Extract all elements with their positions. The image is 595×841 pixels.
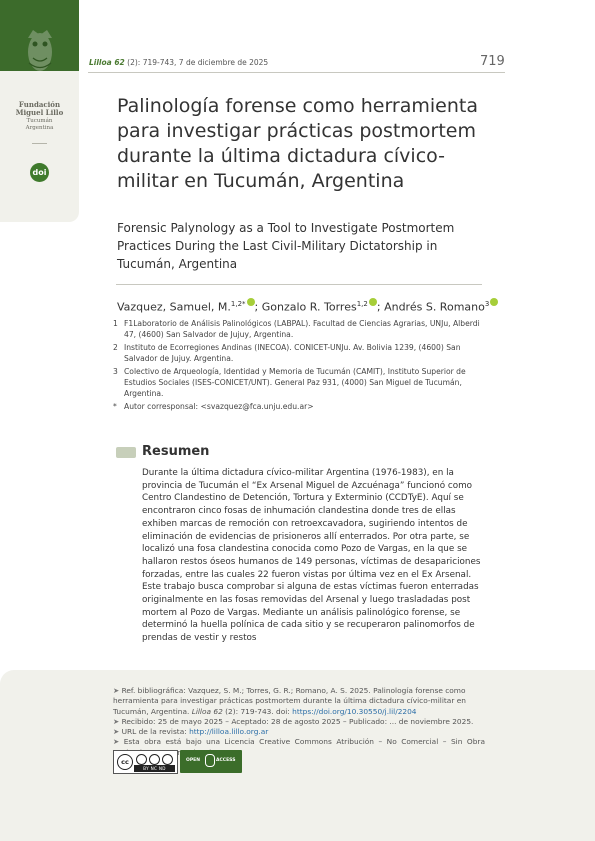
orcid-icon[interactable] [490, 298, 498, 306]
affiliation-text: Colectivo de Arqueología, Identidad y Memoria de Tucumán (CAMIT), Instituto Superior de Estudios Sociales (ISES-CONICET/UNT). General Paz 931, (4000) San Miguel de Tucumán, Argentina. [124, 366, 466, 399]
sidebar-header-band [0, 0, 79, 71]
author-separator: ; [376, 300, 381, 314]
journal-issue: (2): 719-743, 7 de diciembre de 2025 [127, 58, 269, 67]
author-name: Andrés S. Romano [384, 300, 485, 314]
affiliation-item [113, 342, 485, 365]
affiliations [113, 318, 485, 413]
affiliation-mark: 1 [113, 319, 118, 328]
open-lock-icon [205, 754, 215, 767]
orcid-icon[interactable] [247, 298, 255, 306]
oa-access-label: ACCESS [216, 758, 236, 763]
url-label: URL de la revista: [121, 727, 187, 737]
sidebar [0, 0, 79, 222]
affiliation-mark: 2 [113, 342, 118, 352]
abstract-text: Durante la última dictadura cívico-militar Argentina (1976-1983), en la provincia de Tucumán el “Ex Arsenal Miguel de Azcuénaga” funcionó como Centro Clandestino de Detención, Tortura y Exterminio (CCDTyE). Aquí se encontraron cinco fosas de inhumación clandestina donde tres de ellas exhiben marcas de remoción con retroexcavadora, sugiriendo intentos de eliminación de evidencias de prisioneros allí enterrados. Por otra parte, se localizó una fosa clandestina conocida como Pozo de Vargas, en la que se hallaron restos óseos humanos de 149 personas, víctimas de desapariciones forzadas, entre las cuales 22 fueron vistas por última vez en el Ex Arsenal. Este trabajo busca comprobar si alguna de estas víctimas fueron enterradas originalmente en las fosas removidas del Arsenal y luego trasladadas post mortem al Pozo de Vargas. Mediante un análisis palinológico forense, se determinó la huella polínica de cada sitio y se recuperaron palinomorfos de prendas de vestir y restos [142, 468, 481, 644]
author-sup: 1,2* [230, 300, 246, 308]
affiliation-mark: 3 [113, 366, 118, 376]
ref-journal: Lilloa 62 [191, 706, 223, 716]
author-sup: 3 [484, 300, 490, 308]
author-name: Vazquez, Samuel, M. [117, 300, 231, 314]
article-title: Palinología forense como herramienta para investigar prácticas postmortem durante la última dictadura cívico-militar en Tucumán, Argentina [117, 95, 478, 192]
reference-line [113, 686, 485, 717]
dates-line [113, 717, 485, 727]
sidebar-divider [32, 143, 47, 144]
affiliation-item [113, 401, 485, 412]
org-name-line1: Fundación [18, 100, 61, 109]
org-name-line2: Miguel Lillo [15, 108, 64, 117]
page-number: 719 [480, 54, 505, 69]
abstract-heading: Resumen [142, 444, 210, 459]
affiliation-item [113, 318, 485, 341]
author-separator: ; [254, 300, 259, 314]
cc-icon: cc [117, 754, 133, 770]
author-sup: 1,2 [356, 300, 368, 308]
article-subtitle: Forensic Palynology as a Tool to Investigate Postmortem Practices During the Last Civil-Military Dictatorship in Tucumán, Argentina [117, 221, 455, 271]
url-line [113, 727, 485, 737]
ref-authors: Vazquez, S. M.; Torres, G. R.; Romano, A. S. 2025. Palinología forense como herramienta para investigar prácticas postmortem durante la última dictadura cívico-militar en Tucumán, Argentina. [113, 686, 466, 716]
open-access-badge[interactable] [180, 750, 242, 773]
license-text: Esta obra está bajo una Licencia Creative Commons Atribución – No Comercial – Sin Obra [123, 737, 485, 747]
nc-icon [149, 754, 160, 765]
arrow-icon: ➤ [113, 737, 120, 747]
header-rule [88, 72, 505, 73]
journal-link[interactable]: http://lilloa.lillo.org.ar [189, 727, 269, 737]
org-city-line1: Tucumán [26, 118, 53, 124]
orcid-icon[interactable] [369, 298, 377, 306]
arrow-icon: ➤ [113, 727, 120, 737]
cc-license-badge[interactable] [113, 750, 178, 774]
by-icon [136, 754, 147, 765]
affiliation-item [113, 366, 485, 400]
cc-terms: BY NC ND [134, 765, 175, 772]
affiliation-mark: * [113, 401, 117, 411]
journal-name: Lilloa 62 [89, 58, 125, 67]
footer-info [113, 686, 485, 758]
author-name: Gonzalo R. Torres [261, 300, 357, 314]
dates-text: Recibido: 25 de mayo 2025 – Aceptado: 28 de agosto 2025 – Publicado: ... de noviembre 2025. [121, 716, 474, 726]
arrow-icon: ➤ [113, 686, 120, 695]
doi-icon[interactable]: doi [30, 163, 49, 182]
affiliation-text: F1Laboratorio de Análisis Palinológicos (LABPAL). Facultad de Ciencias Agrarias, UNJu, Alberdi 47, (4600) San Salvador de Jujuy, Argentina. [124, 319, 480, 340]
oa-open-label: OPEN [186, 758, 200, 763]
journal-citation [89, 58, 268, 67]
doi-link[interactable]: https://doi.org/10.30550/j.lil/2204 [292, 706, 417, 716]
section-marker [116, 447, 136, 458]
owl-logo-icon [0, 0, 79, 71]
affiliation-text: Instituto de Ecorregiones Andinas (INECOA). CONICET-UNJu. Av. Bolivia 1239, (4600) San Salvador de Jujuy. Argentina. [124, 342, 461, 364]
corresponding-author[interactable]: Autor corresponsal: <svazquez@fca.unju.edu.ar> [124, 401, 314, 411]
ref-pages: (2): 719-743. doi: [225, 706, 290, 716]
author-list [117, 298, 498, 314]
arrow-icon: ➤ [113, 716, 120, 726]
org-city-line2: Argentina [25, 125, 54, 131]
ref-label: Ref. bibliográfica: [121, 686, 186, 695]
nd-icon [162, 754, 173, 765]
title-rule [116, 284, 482, 285]
